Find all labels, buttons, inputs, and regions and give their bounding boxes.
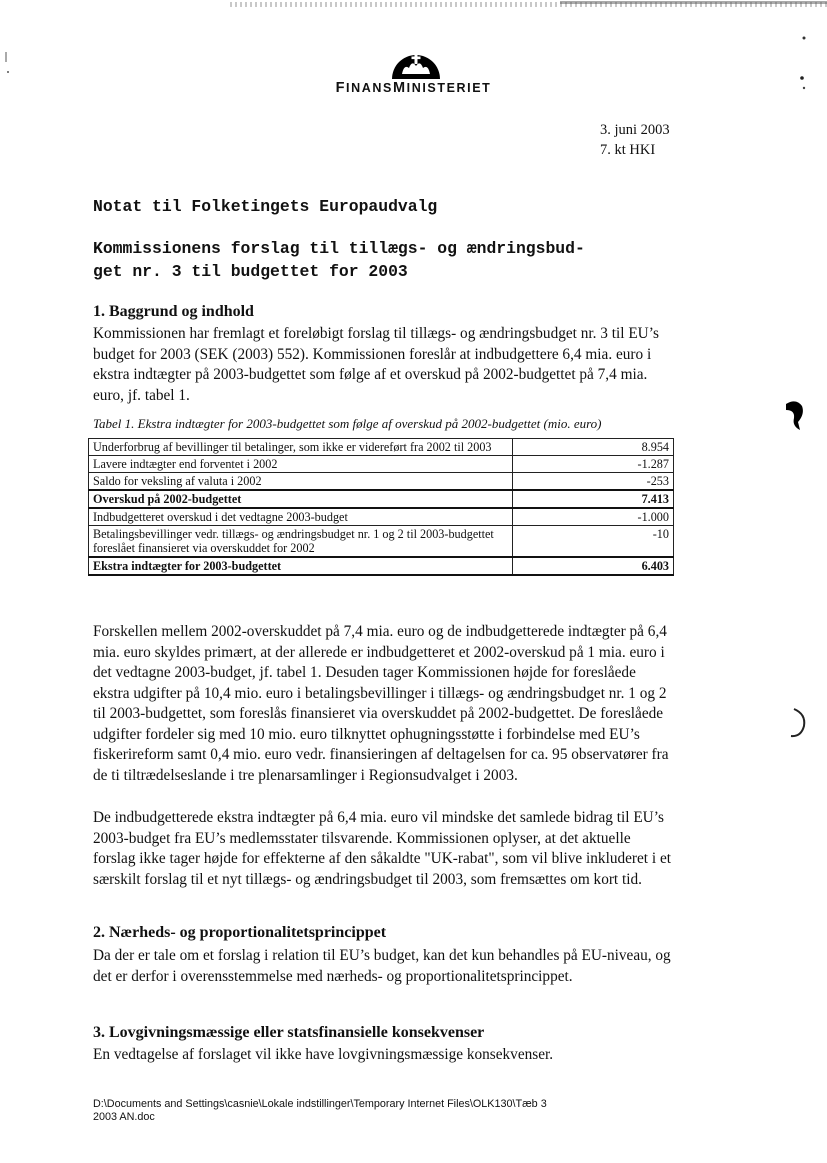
table-caption: Tabel 1. Ekstra indtægter for 2003-budgettet som følge af overskud på 2002-budgettet (mio. euro) bbox=[93, 416, 602, 431]
table-value: -10 bbox=[513, 526, 674, 558]
table-value: -253 bbox=[513, 473, 674, 491]
table-label: Saldo for veksling af valuta i 2002 bbox=[89, 473, 513, 491]
paragraph-2: Forskellen mellem 2002-overskuddet på 7,4 mia. euro og de indbudgetterede indtægter på 6,4 mia. euro skyldes primært, at der allerede er indbudgetteret et 2002-overskud på 1 mia. euro i det vedtagne 2003-budget, jf. tabel 1. Desuden tager Kommissionen højde for foreslåede ekstra udgifter på 10,4 mio. euro i betalingsbevillinger i tillægs- og ændringsbudget nr. 1 og 2 til 2003-budgettet, som foreslås finansieret via overskuddet på 2002-budgettet. De foreslåede udgifter fordeler sig med 10 mio. euro tilknyttet ophugningsstøtte i forbindelse med EU’s fiskerireform samt 0,4 mio. euro vedr. finansieringen af deltagelsen for ca. 95 observatører fra de ti tiltrædelseslande i tre plenarsamlinger i Regionsudvalget i 2003. bbox=[93, 623, 669, 784]
crown-logo-icon bbox=[390, 43, 442, 79]
document-title: Notat til Folketingets Europaudvalg bbox=[93, 197, 438, 216]
table-row-subtotal bbox=[89, 490, 674, 508]
section-1-body: Kommissionen har fremlagt et foreløbigt forslag til tillægs- og ændringsbudget nr. 3 til EU’s budget for 2003 (SEK (2003) 552). Kommissionen foreslår at indbudgettere 6,4 mia. euro i ekstra indtægter på 2003-budgettet som følge af et overskud på 2002-budgettet på 7,4 mia. euro, jf. tabel 1. bbox=[93, 325, 659, 404]
table-row bbox=[89, 526, 674, 558]
table-label: Indbudgetteret overskud i det vedtagne 2003-budget bbox=[89, 508, 513, 526]
footer-line-1: D:\Documents and Settings\casnie\Lokale indstillinger\Temporary Internet Files\OLK130\Tæb 3 bbox=[93, 1098, 547, 1110]
table-label: Betalingsbevillinger vedr. tillægs- og ændringsbudget nr. 1 og 2 til 2003-budgettet foreslået finansieret via overskuddet for 2002 bbox=[89, 526, 513, 558]
table-label: Overskud på 2002-budgettet bbox=[89, 490, 513, 508]
file-path-footer bbox=[93, 1098, 547, 1123]
table-row-total bbox=[89, 557, 674, 575]
table-row bbox=[89, 456, 674, 473]
table-value: -1.287 bbox=[513, 456, 674, 473]
subtitle-line-2: get nr. 3 til budgettet for 2003 bbox=[93, 262, 408, 281]
footer-line-2: 2003 AN.doc bbox=[93, 1110, 155, 1123]
table-row bbox=[89, 508, 674, 526]
hole-punch-mark-icon bbox=[782, 398, 808, 432]
left-margin-speck-icon bbox=[4, 50, 12, 76]
table-value: 8.954 bbox=[513, 439, 674, 456]
table-label: Underforbrug af bevillinger til betalinger, som ikke er videreført fra 2002 til 2003 bbox=[89, 439, 513, 456]
section-3-body: En vedtagelse af forslaget vil ikke have lovgivningsmæssige konsekvenser. bbox=[93, 1046, 554, 1063]
hole-punch-ring-icon bbox=[786, 706, 808, 740]
budget-table bbox=[88, 438, 674, 576]
margin-specks-icon bbox=[798, 34, 810, 96]
document-subtitle bbox=[93, 237, 683, 283]
paragraph-3: De indbudgetterede ekstra indtægter på 6,4 mia. euro vil mindske det samlede bidrag til EU’s 2003-budget fra EU’s medlemsstater tilsvarende. Kommissionen oplyser, at det aktuelle forslag ikke tager højde for effekterne af den såkaldte "UK-rabat", som vil blive inkluderet i et særskilt forslag til et nyt tillægs- og ændringsbudget til 2003, som fremsættes om kort tid. bbox=[93, 809, 671, 888]
section-1-heading: 1. Baggrund og indhold bbox=[93, 303, 254, 320]
document-date: 3. juni 2003 bbox=[600, 122, 670, 138]
scan-artifact-top-dark bbox=[560, 1, 827, 4]
table-value: -1.000 bbox=[513, 508, 674, 526]
table-label: Ekstra indtægter for 2003-budgettet bbox=[89, 557, 513, 575]
document-reference: 7. kt HKI bbox=[600, 142, 656, 158]
date-block bbox=[600, 120, 670, 160]
table-label: Lavere indtægter end forventet i 2002 bbox=[89, 456, 513, 473]
table-value: 7.413 bbox=[513, 490, 674, 508]
table-row bbox=[89, 473, 674, 491]
subtitle-line-1: Kommissionens forslag til tillægs- og ændringsbud- bbox=[93, 239, 585, 258]
ministry-name: FINANSMINISTERIET bbox=[335, 80, 492, 96]
section-3-heading: 3. Lovgivningsmæssige eller statsfinansielle konsekvenser bbox=[93, 1024, 485, 1041]
section-2-body: Da der er tale om et forslag i relation til EU’s budget, kan det kun behandles på EU-niveau, og det er derfor i overensstemmelse med nærheds- og proportionalitetsprincippet. bbox=[93, 947, 671, 985]
table-row bbox=[89, 439, 674, 456]
table-value: 6.403 bbox=[513, 557, 674, 575]
section-2-heading: 2. Nærheds- og proportionalitetsprincippet bbox=[93, 924, 387, 941]
